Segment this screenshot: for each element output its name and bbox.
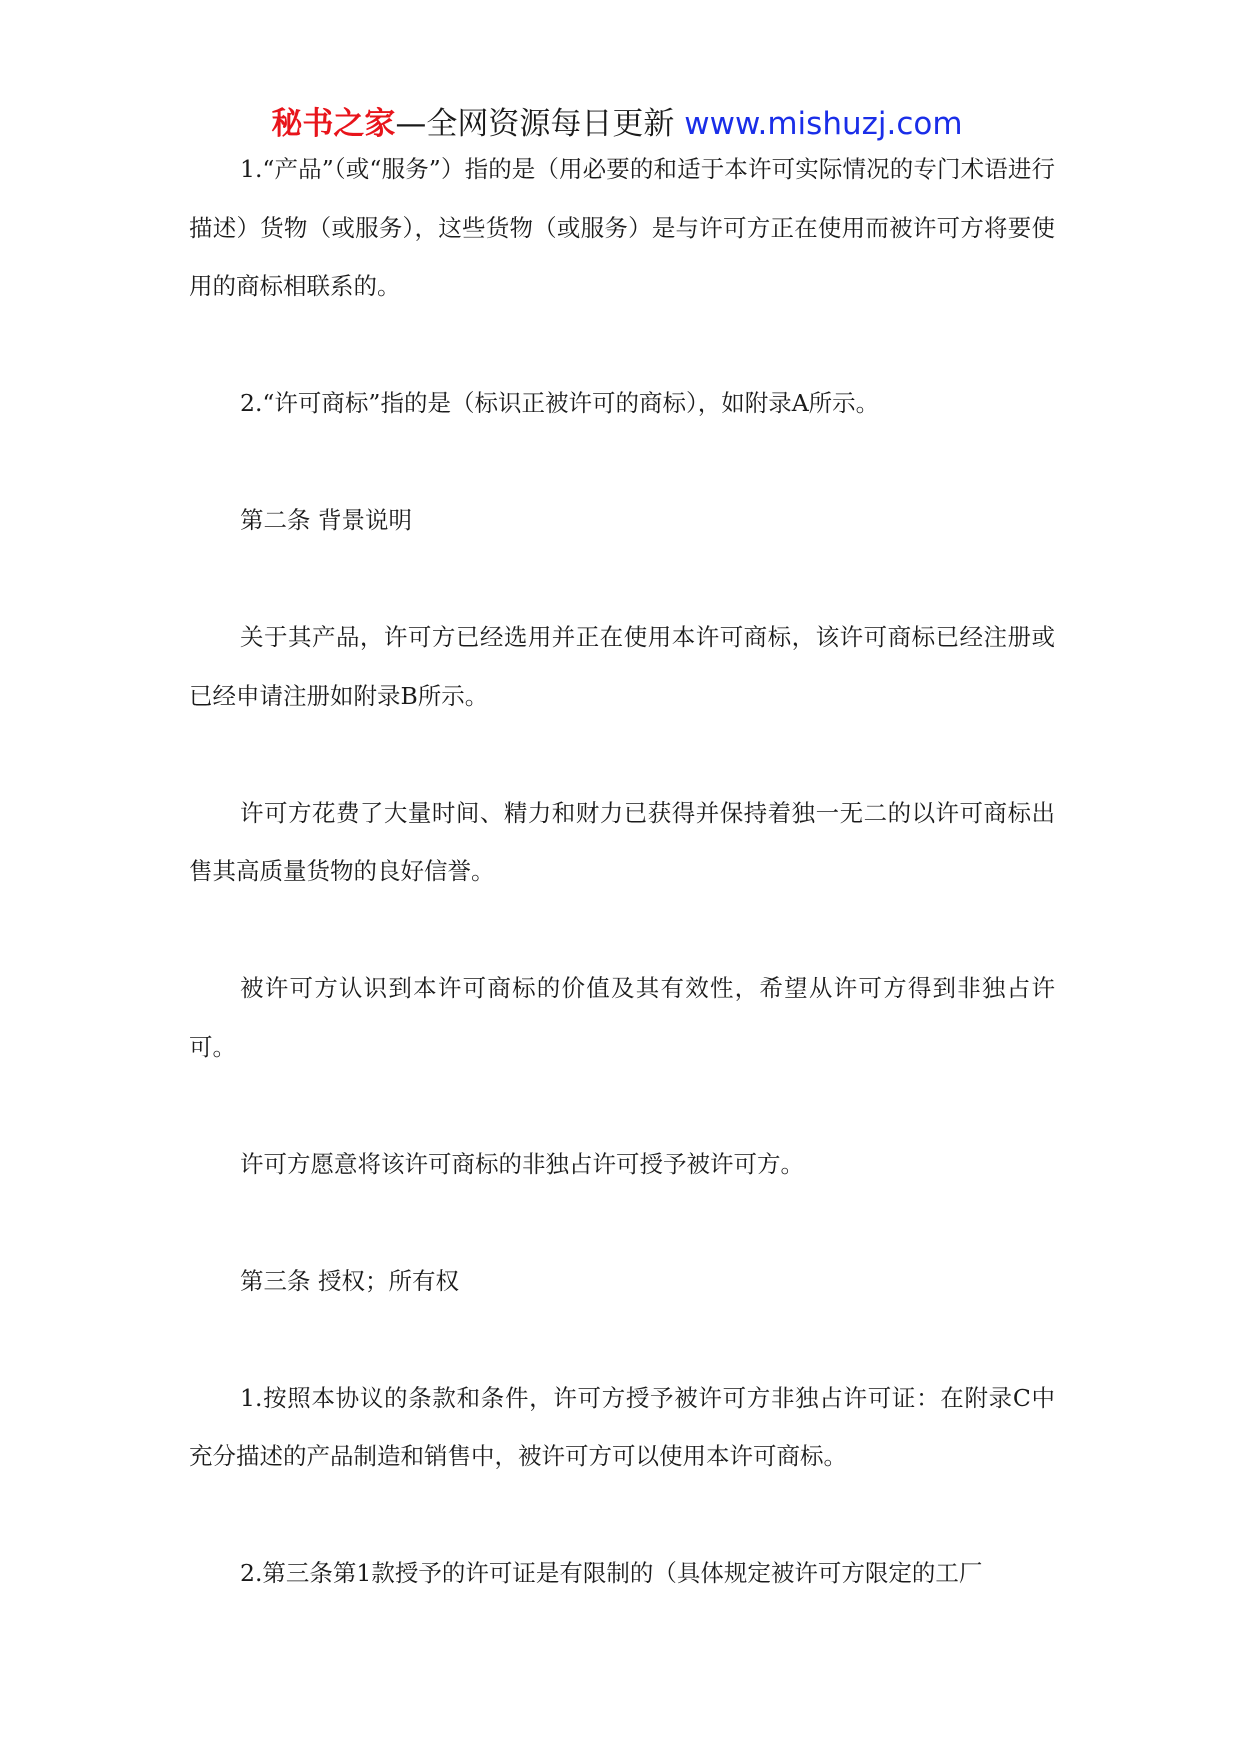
paragraph-definition-products: 1.“产品”（或“服务”）指的是（用必要的和适于本许可实际情况的专门术语进行描述）货物（或服务），这些货物（或服务）是与许可方正在使用而被许可方将要使用的商标相联系的。 [189, 155, 1055, 300]
paragraph-background-4: 许可方愿意将该许可商标的非独占许可授予被许可方。 [240, 1149, 804, 1178]
header-tagline: —全网资源每日更新 [395, 106, 675, 142]
paragraph-grant-2: 2.第三条第1款授予的许可证是有限制的（具体规定被许可方限定的工厂 [240, 1559, 983, 1587]
section-heading-grant: 第三条 授权；所有权 [240, 1266, 459, 1295]
paragraph-definition-trademark: 2.“许可商标”指的是（标识正被许可的商标），如附录A所示。 [240, 389, 880, 417]
paragraph-background-1: 关于其产品，许可方已经选用并正在使用本许可商标，该许可商标已经注册或已经申请注册如附录B所示。 [189, 623, 1055, 710]
paragraph-grant-1: 1.按照本协议的条款和条件，许可方授予被许可方非独占许可证：在附录C中充分描述的产品制造和销售中，被许可方可以使用本许可商标。 [189, 1383, 1055, 1470]
paragraph-background-2: 许可方花费了大量时间、精力和财力已获得并保持着独一无二的以许可商标出售其高质量货物的良好信誉。 [189, 798, 1055, 885]
document-body [189, 140, 1055, 1661]
paragraph-background-3: 被许可方认识到本许可商标的价值及其有效性，希望从许可方得到非独占许可。 [189, 974, 1055, 1061]
header-url-link[interactable]: www.mishuzj.com [684, 106, 963, 142]
section-heading-background: 第二条 背景说明 [240, 506, 412, 534]
header-brand: 秘书之家 [271, 106, 396, 142]
